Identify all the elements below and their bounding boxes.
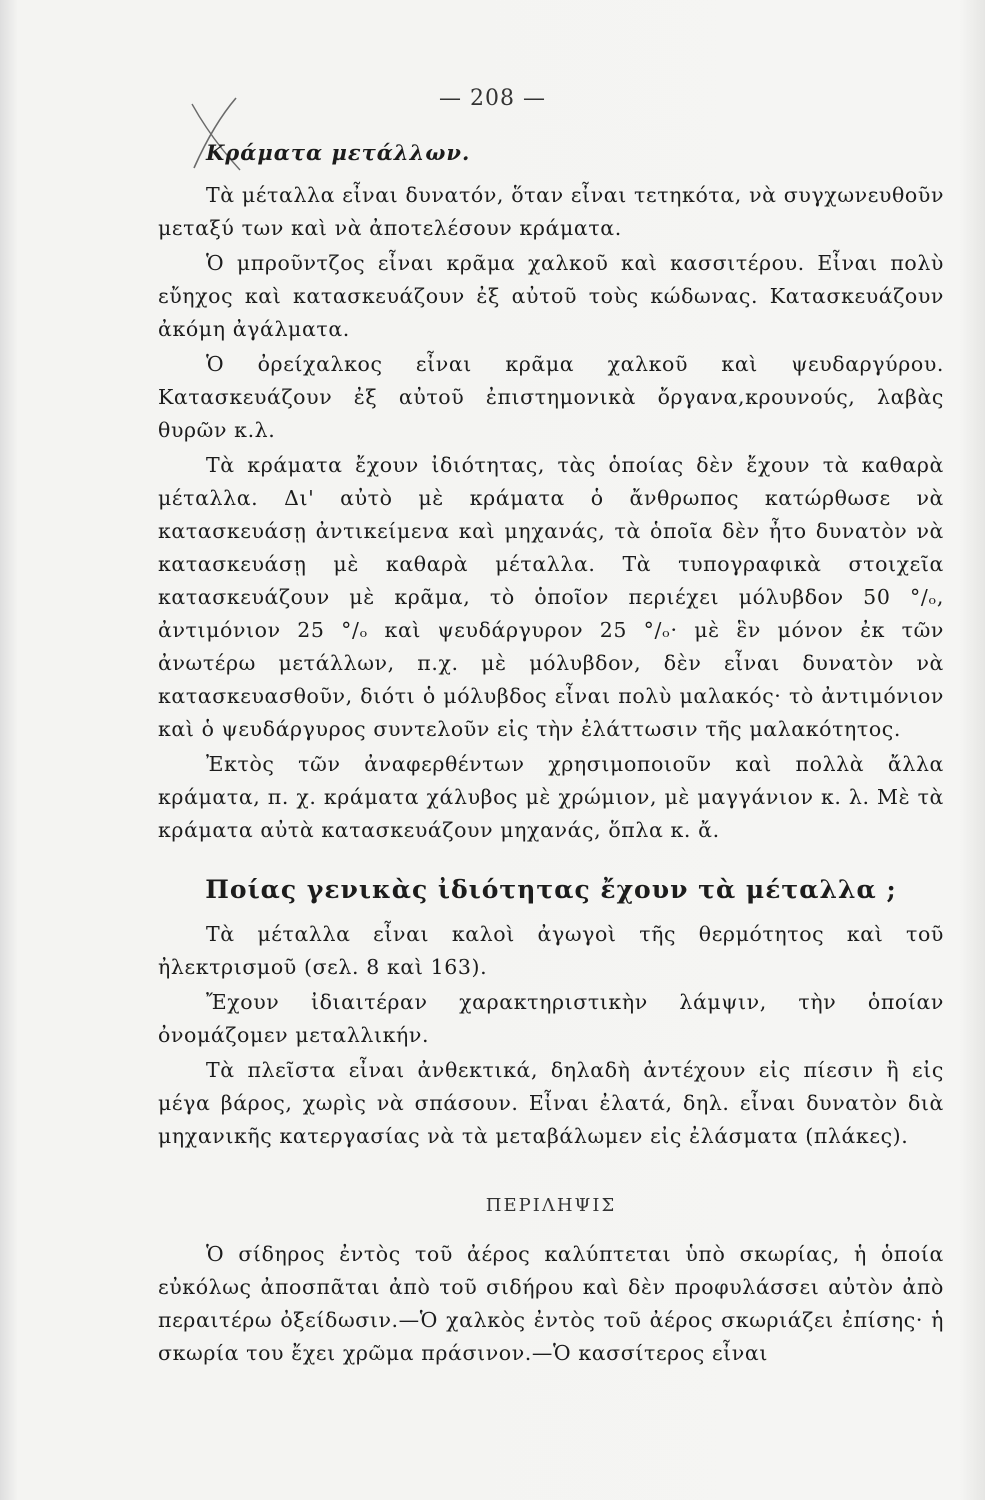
paragraph: Ἔχουν ἰδιαιτέραν χαρακτηριστικὴν λάμψιν, τὴν ὁποίαν ὀνομάζομεν μεταλλικήν. bbox=[158, 990, 944, 1047]
page-number: — 208 — bbox=[439, 86, 546, 111]
question-heading: Ποίας γενικὰς ἰδιότητας ἔχουν τὰ μέταλλα ; bbox=[205, 875, 897, 904]
page-body bbox=[158, 140, 944, 1370]
paragraph: Ὁ μπροῦντζος εἶναι κρᾶμα χαλκοῦ καὶ κασσιτέρου. Εἶναι πολὺ εὔηχος καὶ κατασκευάζουν ἐξ αὐτοῦ τοὺς κώδωνας. Κατασκευάζουν ἀκόμη ἀγάλματα. bbox=[158, 251, 944, 341]
summary-heading: ΠΕΡΙΛΗΨΙΣ bbox=[485, 1195, 617, 1216]
paragraph: Ἐκτὸς τῶν ἀναφερθέντων χρησιμοποιοῦν καὶ πολλὰ ἄλλα κράματα, π. χ. κράματα χάλυβος μὲ χρώμιον, μὲ μαγγάνιον κ. λ. Μὲ τὰ κράματα αὐτὰ κατασκευάζουν μηχανάς, ὅπλα κ. ἄ. bbox=[158, 752, 944, 842]
paragraph: Τὰ μέταλλα εἶναι καλοὶ ἀγωγοὶ τῆς θερμότητος καὶ τοῦ ἠλεκτρισμοῦ (σελ. 8 καὶ 163). bbox=[158, 922, 944, 979]
paragraph: Ὁ ὀρείχαλκος εἶναι κρᾶμα χαλκοῦ καὶ ψευδαργύρου. Κατασκευάζουν ἐξ αὐτοῦ ἐπιστημονικὰ ὄργανα,κρουνούς, λαβὰς θυρῶν κ.λ. bbox=[158, 352, 944, 442]
paragraph: Τὰ μέταλλα εἶναι δυνατόν, ὅταν εἶναι τετηκότα, νὰ συγχωνευθοῦν μεταξύ των καὶ νὰ ἀποτελέσουν κράματα. bbox=[158, 183, 944, 240]
paragraph: Τὰ πλεῖστα εἶναι ἀνθεκτικά, δηλαδὴ ἀντέχουν εἰς πίεσιν ἢ εἰς μέγα βάρος, χωρὶς νὰ σπάσουν. Εἶναι ἐλατά, δηλ. εἶναι δυνατὸν διὰ μηχανικῆς κατεργασίας νὰ τὰ μεταβάλωμεν εἰς ἐλάσματα (πλάκες). bbox=[158, 1058, 944, 1148]
paragraph: Ὁ σίδηρος ἐντὸς τοῦ ἀέρος καλύπτεται ὑπὸ σκωρίας, ἡ ὁποία εὐκόλως ἀποσπᾶται ἀπὸ τοῦ σιδήρου καὶ δὲν προφυλάσσει αὐτὸν ἀπὸ περαιτέρω ὀξείδωσιν.—Ὁ χαλκὸς ἐντὸς τοῦ ἀέρος σκωριάζει ἐπίσης· ἡ σκωρία του ἔχει χρῶμα πράσινον.—Ὁ κασσίτερος εἶναι bbox=[158, 1242, 944, 1365]
section-title: Κράματα μετάλλων. bbox=[206, 140, 471, 165]
paragraph: Τὰ κράματα ἔχουν ἰδιότητας, τὰς ὁποίας δὲν ἔχουν τὰ καθαρὰ μέταλλα. Δι' αὐτὸ μὲ κράματα ὁ ἄνθρωπος κατώρθωσε νὰ κατασκευάσῃ ἀντικείμενα καὶ μηχανάς, τὰ ὁποῖα δὲν ἦτο δυνατὸν νὰ κατασκευάσῃ μὲ καθαρὰ μέταλλα. Τὰ τυπογραφικὰ στοιχεῖα κατασκευάζουν μὲ κρᾶμα, τὸ ὁποῖον περιέχει μόλυβδον 50 °/ₒ, ἀντιμόνιον 25 °/ₒ καὶ ψευδάργυρον 25 °/ₒ· μὲ ἓν μόνον ἐκ τῶν ἀνωτέρω μετάλλων, π.χ. μὲ μόλυβδον, δὲν εἶναι δυνατὸν νὰ κατασκευασθοῦν, διότι ὁ μόλυβδος εἶναι πολὺ μαλακός· τὸ ἀντιμόνιον καὶ ὁ ψευδάργυρος συντελοῦν εἰς τὴν ἐλάττωσιν τῆς μαλακότητος. bbox=[158, 453, 944, 741]
